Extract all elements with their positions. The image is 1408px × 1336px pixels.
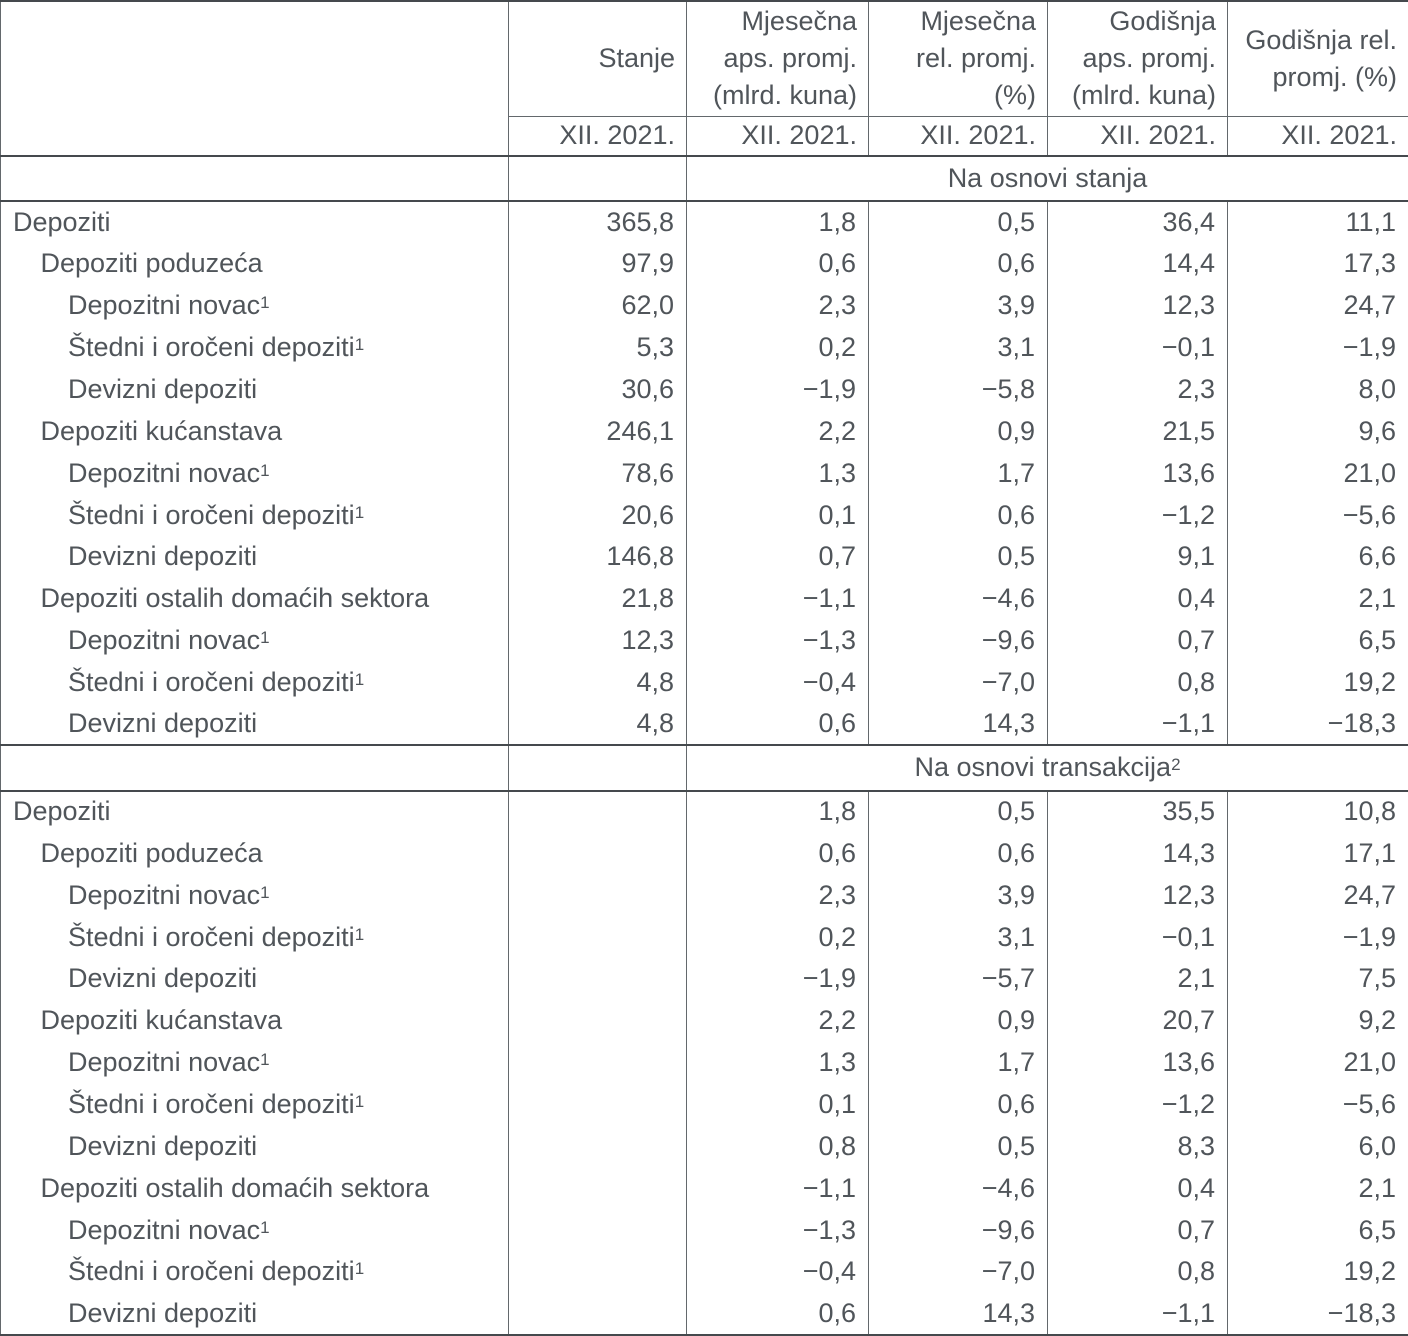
table-row: [1, 1042, 1408, 1084]
section-label-spacer: [1, 745, 509, 790]
section-title: Na osnovi stanja: [947, 163, 1148, 194]
row-label-cell: [1, 791, 509, 833]
section-header-row: [1, 745, 1408, 790]
cell-value: 1,7: [869, 1042, 1048, 1084]
cell-value: 1,3: [687, 1042, 869, 1084]
cell-value: 19,2: [1228, 1251, 1408, 1293]
col-header-line: Mjesečna: [741, 6, 857, 37]
cell-value: −7,0: [869, 1251, 1048, 1293]
cell-value: 0,7: [1048, 620, 1228, 662]
cell-value: 2,2: [687, 410, 869, 452]
row-label-cell: [1, 1293, 509, 1335]
cell-value: 0,6: [869, 832, 1048, 874]
row-label-sup: 1: [260, 1217, 270, 1237]
col-header-line: Godišnja: [1109, 6, 1216, 37]
cell-value: 20,6: [509, 494, 687, 536]
row-label-sup: 1: [354, 924, 365, 944]
cell-value: 3,1: [869, 916, 1048, 958]
row-label: Depozitni novac: [68, 1214, 261, 1245]
table-row: [1, 1167, 1408, 1209]
row-label: Depoziti kućanstava: [40, 415, 283, 446]
cell-value: [509, 1042, 687, 1084]
period-cell: XII. 2021.: [687, 116, 869, 156]
cell-value: −1,1: [687, 1167, 869, 1209]
cell-value: 0,4: [1048, 578, 1228, 620]
section-stanje-spacer: [509, 745, 687, 790]
cell-value: 0,5: [869, 201, 1048, 243]
cell-value: −1,9: [687, 369, 869, 411]
section-title-cell: [687, 745, 1408, 790]
table-row: [1, 494, 1408, 536]
table-row: [1, 1125, 1408, 1167]
cell-value: −4,6: [869, 578, 1048, 620]
cell-value: 0,2: [687, 916, 869, 958]
cell-value: 6,6: [1228, 536, 1408, 578]
cell-value: 0,8: [1048, 662, 1228, 704]
cell-value: 0,6: [687, 1293, 869, 1335]
cell-value: 0,8: [687, 1125, 869, 1167]
cell-value: 0,9: [869, 1000, 1048, 1042]
cell-value: 1,8: [687, 201, 869, 243]
cell-value: 11,1: [1228, 201, 1408, 243]
cell-value: 19,2: [1228, 662, 1408, 704]
cell-value: 5,3: [509, 327, 687, 369]
cell-value: −18,3: [1228, 704, 1408, 746]
row-label-cell: [1, 578, 509, 620]
cell-value: 1,7: [869, 452, 1048, 494]
cell-value: −7,0: [869, 662, 1048, 704]
table-body: [1, 156, 1408, 1335]
cell-value: 1,3: [687, 452, 869, 494]
cell-value: 2,3: [1048, 369, 1228, 411]
col-header-line: Godišnja rel.: [1245, 24, 1397, 55]
row-label-cell: [1, 1209, 509, 1251]
row-label: Štedni i oročeni depoziti: [68, 332, 355, 363]
cell-value: [509, 791, 687, 833]
row-label: Depozitni novac: [68, 879, 261, 910]
row-label: Devizni depoziti: [68, 1130, 258, 1161]
table-row: [1, 285, 1408, 327]
cell-value: 12,3: [1048, 285, 1228, 327]
cell-value: 0,6: [869, 243, 1048, 285]
row-label-sup: 1: [260, 293, 270, 313]
row-label-cell: [1, 327, 509, 369]
cell-value: 0,6: [687, 832, 869, 874]
cell-value: −9,6: [869, 620, 1048, 662]
cell-value: 0,5: [869, 536, 1048, 578]
col-header-line: (%): [994, 80, 1036, 111]
row-label-sup: 1: [260, 1050, 270, 1070]
col-header-godisnja-rel: [1228, 1, 1408, 116]
cell-value: −0,1: [1048, 327, 1228, 369]
row-label-cell: [1, 243, 509, 285]
row-label-cell: [1, 410, 509, 452]
section-title: Na osnovi transakcija: [914, 752, 1172, 783]
cell-value: 0,2: [687, 327, 869, 369]
row-label-cell: [1, 494, 509, 536]
cell-value: 2,3: [687, 285, 869, 327]
cell-value: −0,1: [1048, 916, 1228, 958]
cell-value: 2,2: [687, 1000, 869, 1042]
cell-value: 0,9: [869, 410, 1048, 452]
cell-value: [509, 1125, 687, 1167]
row-label: Štedni i oročeni depoziti: [68, 667, 355, 698]
cell-value: 13,6: [1048, 1042, 1228, 1084]
cell-value: 78,6: [509, 452, 687, 494]
col-header-line: Mjesečna: [920, 6, 1036, 37]
table-row: [1, 832, 1408, 874]
row-label: Depoziti ostalih domaćih sektora: [40, 583, 430, 614]
cell-value: 0,7: [687, 536, 869, 578]
table-row: [1, 201, 1408, 243]
cell-value: 7,5: [1228, 958, 1408, 1000]
cell-value: 12,3: [509, 620, 687, 662]
cell-value: 35,5: [1048, 791, 1228, 833]
row-label: Devizni depoziti: [68, 1297, 258, 1328]
cell-value: 62,0: [509, 285, 687, 327]
period-cell: XII. 2021.: [1228, 116, 1408, 156]
table-row: [1, 578, 1408, 620]
row-label: Depoziti ostalih domaćih sektora: [40, 1172, 430, 1203]
section-title-sup: 2: [1171, 755, 1181, 775]
cell-value: −1,1: [687, 578, 869, 620]
cell-value: −1,9: [1228, 327, 1408, 369]
row-label-sup: 1: [260, 460, 270, 480]
col-header-line: (mlrd. kuna): [712, 80, 857, 111]
cell-value: [509, 958, 687, 1000]
table-header: [1, 1, 1408, 156]
cell-value: −5,6: [1228, 494, 1408, 536]
cell-value: 10,8: [1228, 791, 1408, 833]
col-header-stanje: [509, 1, 687, 116]
table-row: [1, 1251, 1408, 1293]
cell-value: [509, 1084, 687, 1126]
cell-value: 14,3: [1048, 832, 1228, 874]
cell-value: 0,1: [687, 494, 869, 536]
row-label-cell: [1, 1251, 509, 1293]
cell-value: 21,0: [1228, 452, 1408, 494]
section-title-cell: [687, 156, 1408, 201]
cell-value: −5,6: [1228, 1084, 1408, 1126]
cell-value: [509, 832, 687, 874]
cell-value: 3,9: [869, 874, 1048, 916]
cell-value: 30,6: [509, 369, 687, 411]
cell-value: 0,6: [869, 1084, 1048, 1126]
cell-value: 2,1: [1228, 1167, 1408, 1209]
row-label-cell: [1, 1000, 509, 1042]
col-header-line: rel. promj.: [915, 43, 1036, 74]
cell-value: 4,8: [509, 662, 687, 704]
cell-value: 21,8: [509, 578, 687, 620]
cell-value: 0,7: [1048, 1209, 1228, 1251]
row-label-cell: [1, 1167, 509, 1209]
cell-value: [509, 916, 687, 958]
cell-value: 14,3: [869, 1293, 1048, 1335]
row-label-sup: 1: [354, 502, 365, 522]
cell-value: 36,4: [1048, 201, 1228, 243]
cell-value: [509, 1000, 687, 1042]
cell-value: [509, 1251, 687, 1293]
row-label: Depozitni novac: [68, 457, 261, 488]
cell-value: −5,7: [869, 958, 1048, 1000]
table-row: [1, 791, 1408, 833]
col-header-mjesecna-rel: [869, 1, 1048, 116]
row-label-cell: [1, 285, 509, 327]
cell-value: 0,6: [687, 243, 869, 285]
table-row: [1, 1000, 1408, 1042]
cell-value: 8,3: [1048, 1125, 1228, 1167]
cell-value: 4,8: [509, 704, 687, 746]
cell-value: 17,3: [1228, 243, 1408, 285]
row-label-cell: [1, 536, 509, 578]
row-label-cell: [1, 916, 509, 958]
table-row: [1, 327, 1408, 369]
cell-value: 6,5: [1228, 1209, 1408, 1251]
cell-value: −5,8: [869, 369, 1048, 411]
row-label-sup: 1: [354, 1091, 365, 1111]
cell-value: 20,7: [1048, 1000, 1228, 1042]
col-header-line: Stanje: [598, 43, 675, 74]
cell-value: −1,1: [1048, 1293, 1228, 1335]
cell-value: −1,9: [1228, 916, 1408, 958]
row-label-cell: [1, 620, 509, 662]
table-row: [1, 1293, 1408, 1335]
cell-value: 0,6: [869, 494, 1048, 536]
cell-value: 6,5: [1228, 620, 1408, 662]
col-header-godisnja-aps: [1048, 1, 1228, 116]
row-label: Štedni i oročeni depoziti: [68, 1088, 355, 1119]
cell-value: −4,6: [869, 1167, 1048, 1209]
cell-value: 12,3: [1048, 874, 1228, 916]
table-row: [1, 369, 1408, 411]
cell-value: 6,0: [1228, 1125, 1408, 1167]
col-header-line: (mlrd. kuna): [1071, 80, 1216, 111]
cell-value: 97,9: [509, 243, 687, 285]
cell-value: 9,6: [1228, 410, 1408, 452]
cell-value: −1,3: [687, 1209, 869, 1251]
cell-value: 146,8: [509, 536, 687, 578]
cell-value: −1,2: [1048, 494, 1228, 536]
row-label: Devizni depoziti: [68, 963, 258, 994]
table-row: [1, 536, 1408, 578]
row-label-cell: [1, 874, 509, 916]
period-cell: XII. 2021.: [1048, 116, 1228, 156]
cell-value: 14,3: [869, 704, 1048, 746]
row-label-cell: [1, 1125, 509, 1167]
row-label-sup: 1: [354, 670, 365, 690]
row-label: Depozitni novac: [68, 1047, 261, 1078]
cell-value: −1,3: [687, 620, 869, 662]
table-row: [1, 704, 1408, 746]
table-row: [1, 916, 1408, 958]
row-label-sup: 1: [260, 882, 270, 902]
row-label-cell: [1, 1042, 509, 1084]
table-row: [1, 243, 1408, 285]
row-label: Depoziti: [13, 796, 111, 827]
col-header-line: aps. promj.: [1082, 43, 1216, 74]
cell-value: 365,8: [509, 201, 687, 243]
cell-value: −1,9: [687, 958, 869, 1000]
col-header-mjesecna-aps: [687, 1, 869, 116]
table-row: [1, 874, 1408, 916]
cell-value: [509, 1209, 687, 1251]
cell-value: 9,2: [1228, 1000, 1408, 1042]
cell-value: 0,1: [687, 1084, 869, 1126]
row-label: Devizni depoziti: [68, 541, 258, 572]
table-row: [1, 1209, 1408, 1251]
section-label-spacer: [1, 156, 509, 201]
table-row: [1, 410, 1408, 452]
cell-value: 21,5: [1048, 410, 1228, 452]
cell-value: −18,3: [1228, 1293, 1408, 1335]
table-row: [1, 452, 1408, 494]
cell-value: 2,3: [687, 874, 869, 916]
row-label-cell: [1, 662, 509, 704]
cell-value: 3,9: [869, 285, 1048, 327]
col-header-line: promj. (%): [1272, 61, 1397, 92]
cell-value: 246,1: [509, 410, 687, 452]
header-title-row: [1, 1, 1408, 116]
row-label: Devizni depoziti: [68, 708, 258, 739]
row-label-sup: 1: [354, 1259, 365, 1279]
cell-value: 21,0: [1228, 1042, 1408, 1084]
row-label: Depozitni novac: [68, 625, 261, 656]
row-label-cell: [1, 832, 509, 874]
row-label: Depoziti kućanstava: [40, 1005, 283, 1036]
cell-value: [509, 1293, 687, 1335]
row-label-cell: [1, 452, 509, 494]
row-label-cell: [1, 704, 509, 746]
cell-value: −0,4: [687, 1251, 869, 1293]
row-label-cell: [1, 1084, 509, 1126]
table-row: [1, 1084, 1408, 1126]
cell-value: 0,5: [869, 791, 1048, 833]
row-label: Štedni i oročeni depoziti: [68, 1256, 355, 1287]
period-cell: XII. 2021.: [869, 116, 1048, 156]
row-label-cell: [1, 369, 509, 411]
cell-value: 3,1: [869, 327, 1048, 369]
cell-value: −1,2: [1048, 1084, 1228, 1126]
cell-value: 13,6: [1048, 452, 1228, 494]
cell-value: −1,1: [1048, 704, 1228, 746]
cell-value: 0,8: [1048, 1251, 1228, 1293]
col-header-line: aps. promj.: [723, 43, 857, 74]
table-row: [1, 620, 1408, 662]
cell-value: 24,7: [1228, 874, 1408, 916]
cell-value: [509, 874, 687, 916]
row-label: Devizni depoziti: [68, 374, 258, 405]
cell-value: 8,0: [1228, 369, 1408, 411]
cell-value: 2,1: [1048, 958, 1228, 1000]
section-header-row: [1, 156, 1408, 201]
row-label: Depoziti: [13, 207, 111, 238]
table-row: [1, 662, 1408, 704]
cell-value: −0,4: [687, 662, 869, 704]
cell-value: 0,6: [687, 704, 869, 746]
cell-value: 0,4: [1048, 1167, 1228, 1209]
cell-value: 2,1: [1228, 578, 1408, 620]
corner-cell: [1, 1, 509, 156]
row-label: Depoziti poduzeća: [40, 248, 263, 279]
row-label-sup: 1: [354, 335, 365, 355]
cell-value: [509, 1167, 687, 1209]
period-cell: XII. 2021.: [509, 116, 687, 156]
cell-value: −9,6: [869, 1209, 1048, 1251]
row-label: Depoziti poduzeća: [40, 837, 263, 868]
cell-value: 0,5: [869, 1125, 1048, 1167]
cell-value: 14,4: [1048, 243, 1228, 285]
table-row: [1, 958, 1408, 1000]
cell-value: 17,1: [1228, 832, 1408, 874]
section-stanje-spacer: [509, 156, 687, 201]
cell-value: 24,7: [1228, 285, 1408, 327]
row-label-cell: [1, 201, 509, 243]
row-label-sup: 1: [260, 628, 270, 648]
row-label: Štedni i oročeni depoziti: [68, 499, 355, 530]
row-label: Depozitni novac: [68, 290, 261, 321]
row-label-cell: [1, 958, 509, 1000]
cell-value: 9,1: [1048, 536, 1228, 578]
row-label: Štedni i oročeni depoziti: [68, 921, 355, 952]
cell-value: 1,8: [687, 791, 869, 833]
